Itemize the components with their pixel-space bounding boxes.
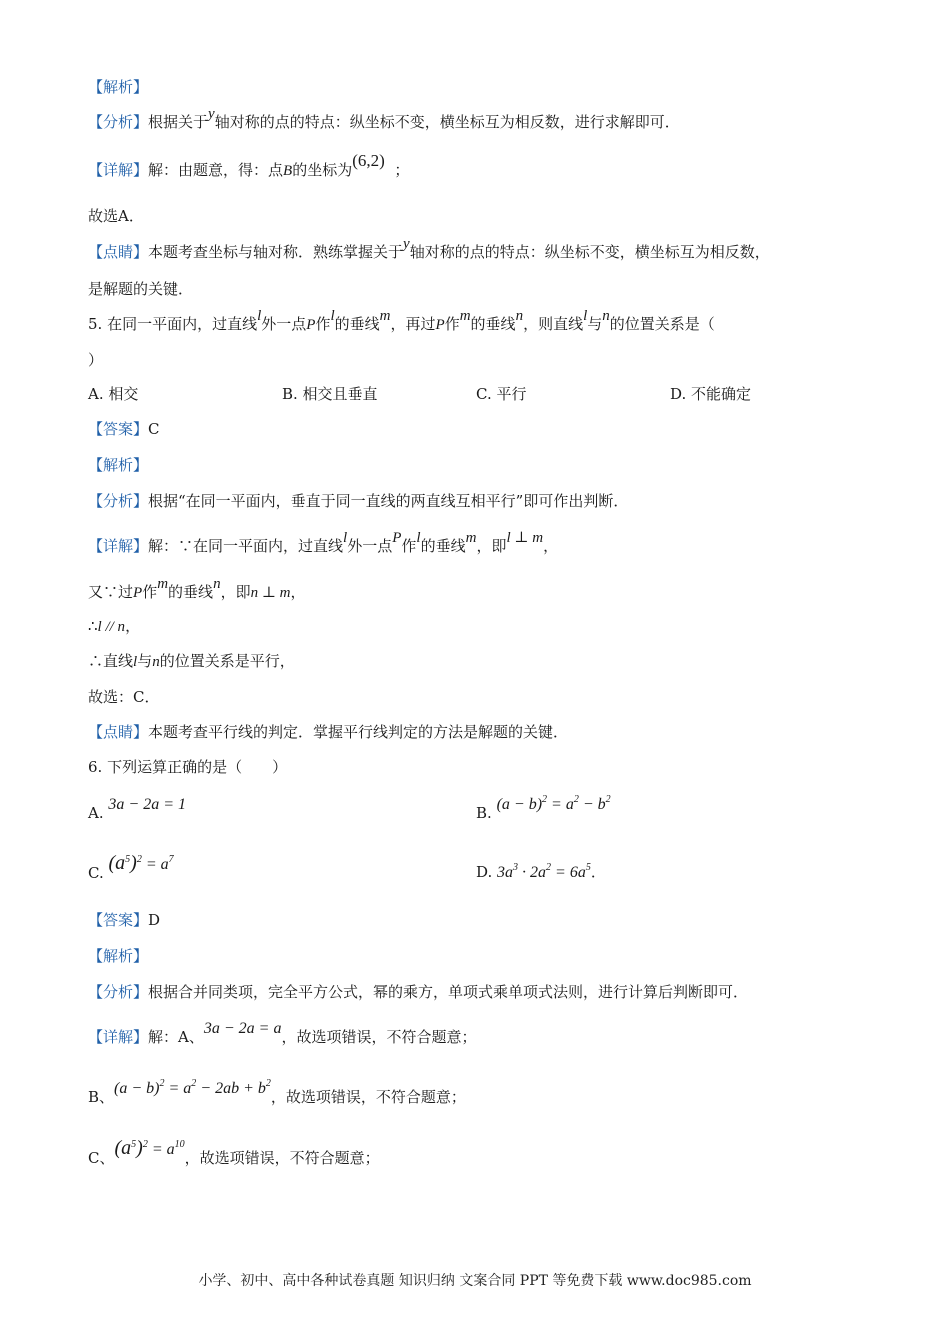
analysis-tag: 【分析】 <box>88 983 149 1001</box>
var-P: P <box>392 530 402 546</box>
so2-c: 的位置关系是平行， <box>159 652 295 670</box>
q5-detail-e: ，即 <box>476 537 507 555</box>
expr-part: ) <box>136 1137 143 1159</box>
q5-option-a: A. 相交 <box>88 385 139 403</box>
var-m: m <box>465 530 477 546</box>
comment-tag: 【点睛】 <box>88 243 149 261</box>
detail-text-c: ； <box>394 161 410 179</box>
therefore-sign: ∴ <box>88 617 98 635</box>
exponent: 2 <box>605 794 611 805</box>
detail-tag: 【详解】 <box>88 537 149 555</box>
q6-stem: 6. 下列运算正确的是（ ） <box>88 758 288 776</box>
var-n: n <box>213 576 221 592</box>
detail-b-expr <box>114 1080 271 1097</box>
var-n: n <box>152 654 160 670</box>
exponent: 2 <box>573 794 579 805</box>
q5-detail-c: 作 <box>401 537 417 555</box>
var-l: l <box>583 308 588 324</box>
q6-option-d-expr <box>497 864 591 881</box>
q5-detail-f: ， <box>543 537 559 555</box>
q5-stem-9: 与 <box>587 315 603 333</box>
exponent: 5 <box>131 1139 137 1150</box>
expr-part: (a <box>114 1137 132 1159</box>
q6-detail-c <box>88 1137 380 1171</box>
so2-a: ∴直线 <box>88 652 134 670</box>
q6-option-d-label: D. <box>476 863 493 881</box>
q6-option-b-label: B. <box>476 804 492 822</box>
q6-jiexi: 【解析】 <box>88 947 149 965</box>
q5-detail-b: 外一点 <box>347 537 393 555</box>
q5-stem-8: ，则直线 <box>523 315 584 333</box>
q5-so1 <box>88 616 140 637</box>
detail-b-prefix: B、 <box>88 1088 115 1106</box>
exponent: 3 <box>513 862 519 873</box>
so2-b: 与 <box>137 652 153 670</box>
q5-option-d: D. 不能确定 <box>670 385 752 403</box>
q5-choice: 故选：C． <box>88 688 160 706</box>
analysis-tag: 【分析】 <box>88 492 149 510</box>
expr-part: (a − b) <box>114 1080 160 1097</box>
analysis-text-a: 根据关于 <box>148 113 209 131</box>
var-n: n <box>515 308 524 324</box>
q5-detail <box>88 530 559 557</box>
var-m: m <box>157 576 169 592</box>
q5-stem-close: ） <box>88 351 104 369</box>
q5-stem-3: 作 <box>315 315 331 333</box>
q6-option-b <box>476 794 611 826</box>
exponent: 7 <box>168 854 174 865</box>
detail-c-suffix: ，故选项错误，不符合题意； <box>184 1149 380 1167</box>
q5-so2 <box>88 651 295 672</box>
q5-detail-a: 解：∵在同一平面内，过直线 <box>148 537 344 555</box>
expr-part: = a <box>547 796 574 813</box>
parallel-l-n: l // n <box>97 619 126 635</box>
expr-part: ) <box>130 852 137 874</box>
analysis-text-b: 轴对称的点的特点：纵坐标不变，横坐标互为相反数，进行求解即可． <box>214 113 680 131</box>
q6-option-a-expr: 3a − 2a = 1 <box>108 796 186 813</box>
detail-text-a: 解：由题意，得：点 <box>148 161 284 179</box>
q5-stem-5: ，再过 <box>390 315 436 333</box>
q5-stem-1: 5. 在同一平面内，过直线 <box>88 315 258 333</box>
answer-tag: 【答案】 <box>88 911 149 929</box>
you-d: ，即 <box>220 583 251 601</box>
q6-option-d <box>476 862 606 885</box>
analysis-line <box>88 106 680 133</box>
you-c: 的垂线 <box>168 583 214 601</box>
var-l: l <box>343 530 348 546</box>
q5-option-c: C. 平行 <box>476 385 527 403</box>
detail-a-prefix: 解：A、 <box>148 1028 204 1046</box>
q5-option-b: B. 相交且垂直 <box>282 385 378 403</box>
expr-part: = a <box>141 856 169 873</box>
var-l: l <box>133 654 138 670</box>
detail-c-prefix: C、 <box>88 1149 115 1167</box>
comment-text-a: 本题考查坐标与轴对称．熟练掌握关于 <box>148 243 404 261</box>
exponent: 5 <box>125 854 131 865</box>
detail-c-expr <box>114 1137 185 1159</box>
q6-option-c-expr <box>108 852 174 874</box>
detail-tag: 【详解】 <box>88 161 149 179</box>
detail-line <box>88 151 410 181</box>
q5-analysis <box>88 491 628 511</box>
analysis-tag: 【分析】 <box>88 113 149 131</box>
var-B: B <box>283 163 293 179</box>
answer-value: C <box>148 420 160 438</box>
q6-option-a-label: A. <box>88 804 104 822</box>
expr-part: − 2ab + b <box>196 1080 266 1097</box>
you-e: ， <box>290 583 306 601</box>
var-l: l <box>257 308 262 324</box>
expr-part: (a − b) <box>496 796 543 813</box>
var-l: l <box>416 530 421 546</box>
perp-l-m: l ⊥ m <box>506 530 544 546</box>
q6-detail-a <box>88 1020 477 1048</box>
q5-stem-10: 的位置关系是（ <box>609 315 715 333</box>
q6-option-b-expr <box>497 796 611 813</box>
q5-detail-d: 的垂线 <box>420 537 466 555</box>
exponent: 2 <box>191 1078 197 1089</box>
expr-part: = 6a <box>551 864 586 881</box>
var-n: n <box>602 308 610 324</box>
q5-answer <box>88 419 160 439</box>
expr-part: (a <box>108 852 126 874</box>
var-l: l <box>330 308 335 324</box>
q5-comment <box>88 722 568 742</box>
exponent: 2 <box>142 1139 148 1150</box>
comment-line-2: 是解题的关键． <box>88 280 194 298</box>
you-a: 又∵过 <box>88 583 134 601</box>
exponent: 2 <box>546 862 552 873</box>
q5-jiexi: 【解析】 <box>88 456 149 474</box>
q6-analysis <box>88 982 748 1002</box>
q5-stem-4: 的垂线 <box>334 315 380 333</box>
comment-text: 本题考查平行线的判定．掌握平行线判定的方法是解题的关键． <box>148 723 569 741</box>
var-P: P <box>133 585 143 601</box>
expr-part: = a <box>147 1141 175 1158</box>
analysis-text: 根据合并同类项，完全平方公式，幂的乘方，单项式乘单项式法则，进行计算后判断即可． <box>148 983 749 1001</box>
q5-stem-2: 外一点 <box>261 315 307 333</box>
answer-tag: 【答案】 <box>88 420 149 438</box>
exponent: 5 <box>585 862 591 873</box>
exponent: 2 <box>159 1078 165 1089</box>
exponent: 10 <box>174 1139 185 1150</box>
exponent: 2 <box>136 854 142 865</box>
q5-stem-6: 作 <box>444 315 460 333</box>
expr-part: 3a <box>497 864 514 881</box>
so1-end: ， <box>125 617 141 635</box>
comment-text-b: 轴对称的点的特点：纵坐标不变，横坐标互为相反数， <box>409 243 770 261</box>
detail-b-suffix: ，故选项错误，不符合题意； <box>270 1088 466 1106</box>
var-P: P <box>435 317 445 333</box>
var-m: m <box>379 308 391 324</box>
q6-detail-b <box>88 1078 466 1110</box>
choice-line: 故选A． <box>88 207 144 225</box>
analysis-text: 根据“在同一平面内，垂直于同一直线的两直线互相平行”即可作出判断． <box>148 492 629 510</box>
q6-answer <box>88 910 160 930</box>
perp-n-m: n ⊥ m <box>250 585 291 601</box>
exponent: 2 <box>542 794 548 805</box>
var-P: P <box>306 317 316 333</box>
q5-stem <box>88 308 715 335</box>
var-y: y <box>208 106 215 122</box>
var-m: m <box>459 308 471 324</box>
page-footer: 小学、初中、高中各种试卷真题 知识归纳 文案合同 PPT 等免费下载 www.doc985.com <box>198 1273 752 1289</box>
expr-part: − b <box>578 796 606 813</box>
exponent: 2 <box>265 1078 271 1089</box>
you-b: 作 <box>142 583 158 601</box>
answer-value: D <box>148 911 161 929</box>
q6-option-c <box>88 852 174 886</box>
detail-a-expr: 3a − 2a = a <box>203 1020 282 1037</box>
detail-a-suffix: ，故选项错误，不符合题意； <box>281 1028 477 1046</box>
detail-tag: 【详解】 <box>88 1028 149 1046</box>
detail-text-b: 的坐标为 <box>292 161 353 179</box>
comment-tag: 【点睛】 <box>88 723 149 741</box>
coord-value: (6,2) <box>352 151 385 170</box>
q5-you-line <box>88 576 306 603</box>
expr-part: = a <box>164 1080 192 1097</box>
var-y-2: y <box>403 236 410 252</box>
q6-option-a <box>88 796 186 824</box>
q6-option-c-label: C. <box>88 864 104 882</box>
comment-line <box>88 236 770 263</box>
period: ． <box>590 863 606 881</box>
jiexi-heading: 【解析】 <box>88 78 149 96</box>
q5-stem-7: 的垂线 <box>470 315 516 333</box>
expr-part: · 2a <box>518 864 547 881</box>
